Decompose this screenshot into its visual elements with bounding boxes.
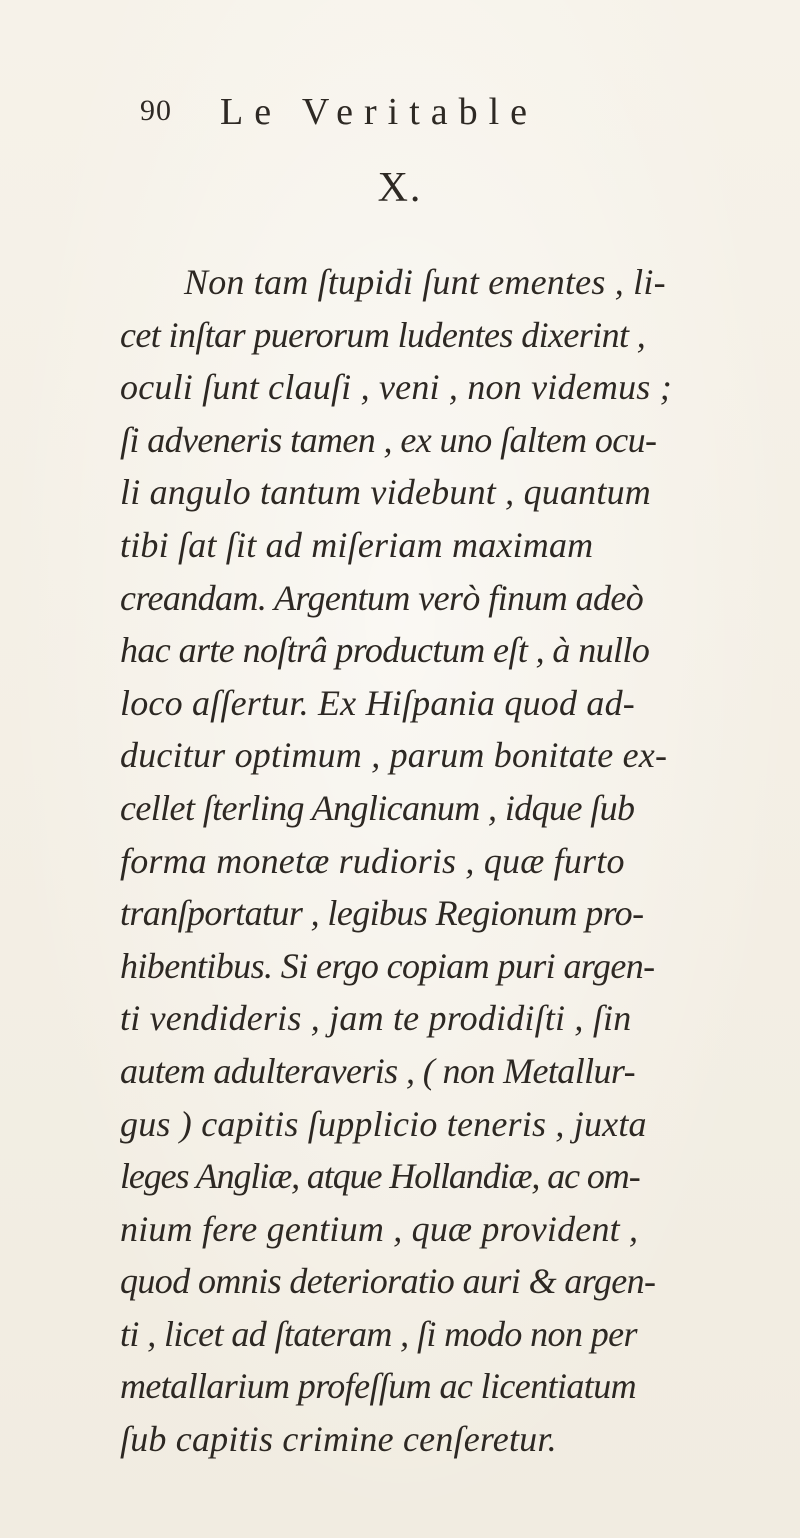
text-line: forma monetæ rudioris , quæ furto — [120, 840, 625, 881]
text-line: cet inſtar puerorum ludentes dixerint , — [120, 314, 646, 355]
page-header — [0, 88, 800, 138]
text-line: ducitur optimum , parum bonitate ex- — [120, 735, 668, 776]
text-line: gus ) capitis ſupplicio teneris , juxta — [120, 1103, 647, 1144]
text-line: metallarium profeſſum ac licentiatum — [120, 1366, 636, 1407]
text-line: cellet ſterling Anglicanum , idque ſub — [120, 787, 635, 828]
text-line: ſi adveneris tamen , ex uno ſaltem ocu- — [120, 419, 657, 460]
text-line: leges Angliæ, atque Hollandiæ, ac om- — [120, 1156, 640, 1197]
text-line: autem adulteraveris , ( non Metallur- — [120, 1050, 635, 1091]
section-heading: X. — [377, 165, 423, 211]
page-number: 90 — [140, 94, 172, 127]
text-line: tibi ſat ſit ad miſeriam maximam — [120, 524, 594, 565]
text-line: hibentibus. Si ergo copiam puri argen- — [120, 945, 655, 986]
text-line: quod omnis deterioratio auri & argen- — [120, 1261, 656, 1302]
text-line: nium fere gentium , quæ provident , — [120, 1208, 639, 1249]
text-line: oculi ſunt clauſi , veni , non videmus ; — [120, 367, 672, 408]
text-line: creandam. Argentum verò finum adeò — [120, 577, 644, 618]
text-line: loco aſſertur. Ex Hiſpania quod ad- — [120, 682, 635, 723]
text-line: Non tam ſtupidi ſunt ementes , li- — [184, 262, 666, 302]
text-line: li angulo tantum videbunt , quantum — [120, 472, 651, 513]
body-text — [120, 256, 760, 1466]
text-line: ſub capitis crimine cenſeretur. — [120, 1419, 557, 1460]
running-title: Le Veritable — [220, 91, 539, 133]
text-line: tranſportatur , legibus Regionum pro- — [120, 893, 644, 934]
text-line: ti , licet ad ſtateram , ſi modo non per — [120, 1313, 637, 1354]
text-line: ti vendideris , jam te prodidiſti , ſin — [120, 998, 632, 1039]
text-line: hac arte noſtrâ productum eſt , à nullo — [120, 630, 650, 671]
